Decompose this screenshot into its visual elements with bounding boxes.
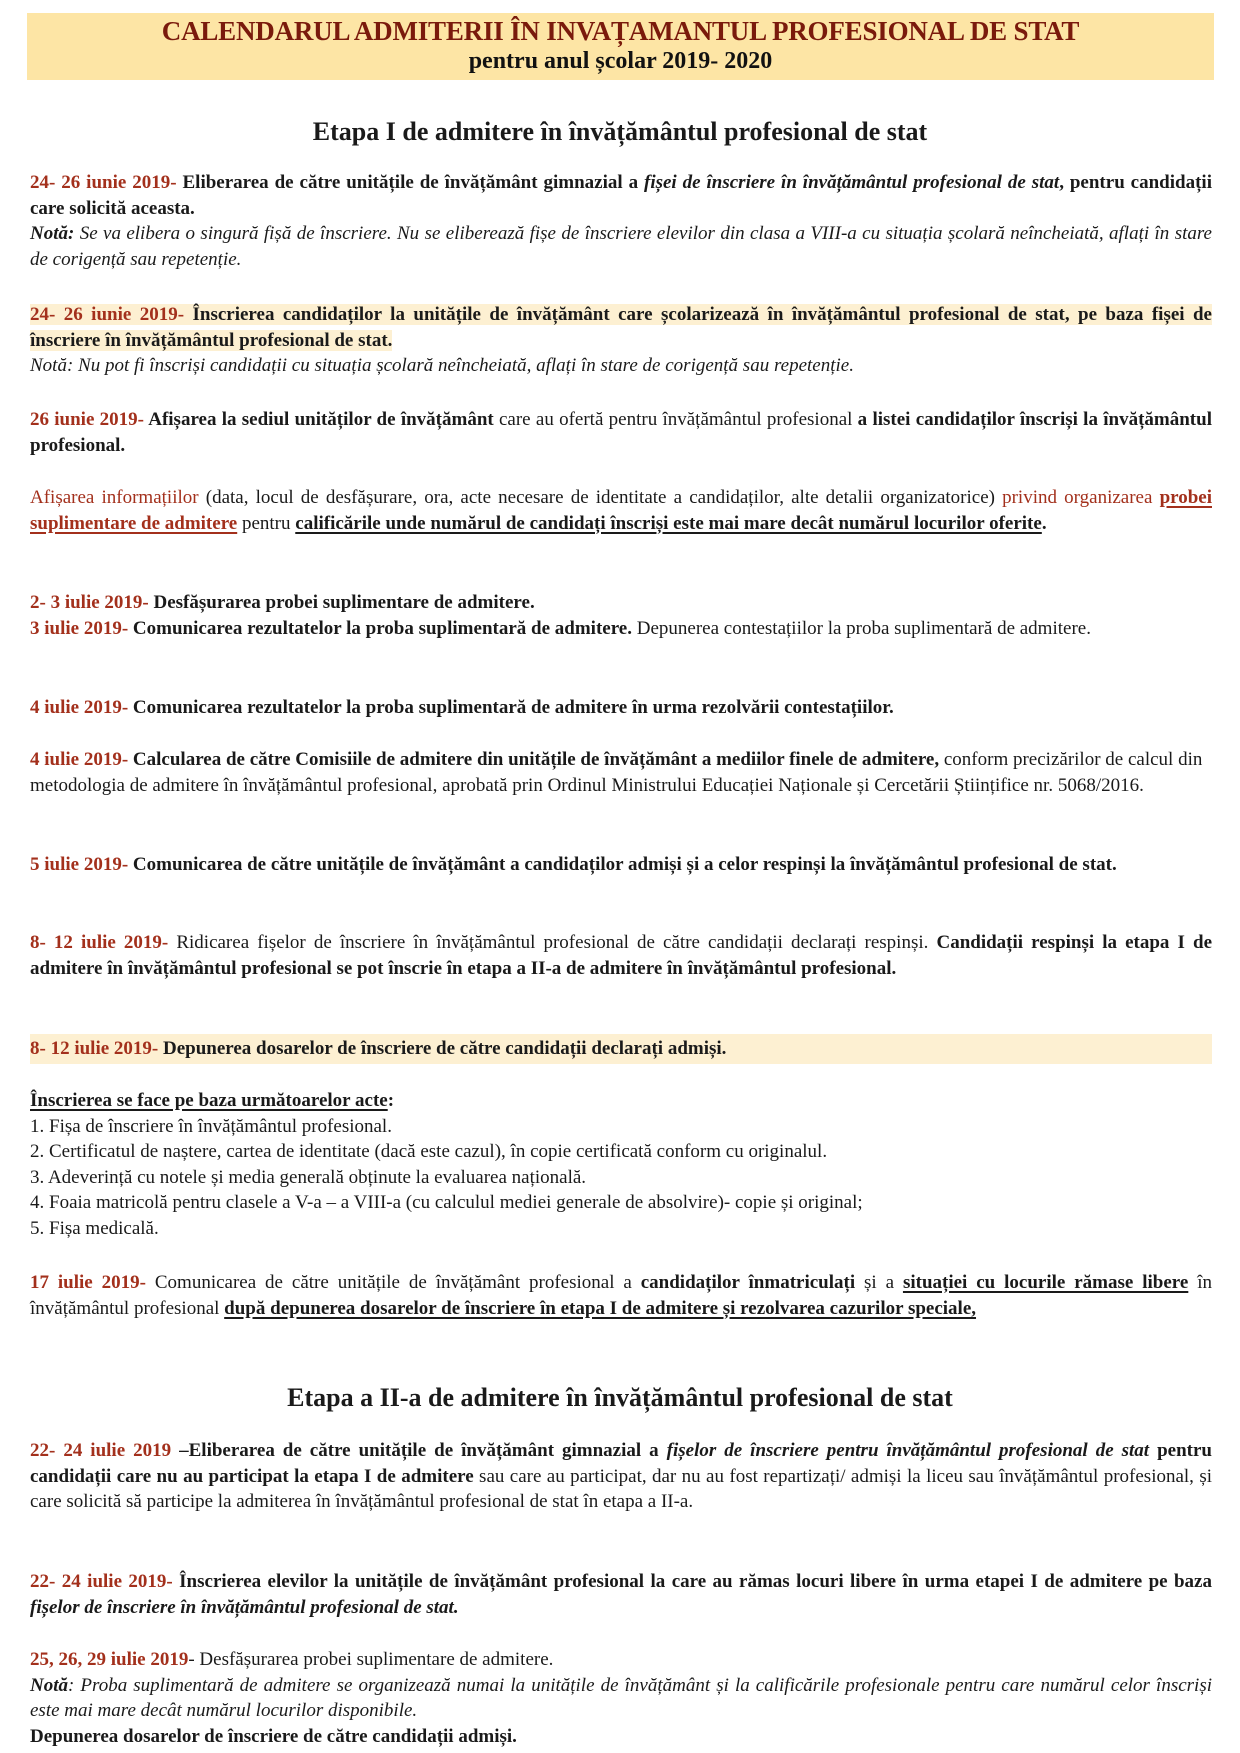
note-label: Notă:: [30, 223, 75, 244]
highlight-band: [30, 304, 1212, 351]
item-date: 17 iulie 2019-: [30, 1272, 146, 1293]
text-segment: în învățământul profesional: [30, 1272, 1212, 1319]
text-segment: și a: [855, 1272, 903, 1293]
text-segment: conform precizărilor de calcul din metodologia de admitere în învățământul profesional, aprobată prin Ordinul Ministrului Educației Naționale și Cercetării Științifice nr. 5068/2016.: [30, 749, 1203, 796]
item-body: [30, 409, 1212, 456]
item-body: [30, 749, 1202, 796]
text-segment: pentru candidații care nu au participat la etapa I de admitere: [30, 1440, 1212, 1487]
stage1-item-2: [30, 407, 1212, 458]
stage2-item-1: [30, 1569, 1212, 1620]
item-body: [30, 172, 1212, 219]
text-segment: calificările unde numărul de candidați înscriși este mai mare decât numărul locurilor oferite: [295, 512, 1042, 534]
text-segment: care au ofertă pentru învățământul profesional: [493, 409, 858, 430]
item-date: 26 iunie 2019-: [30, 409, 144, 430]
note-text: Notă: Nu pot fi înscriși candidații cu situația școlară neîncheiată, aflați în stare de corigență sau repetenție.: [30, 355, 854, 376]
note-text: Se va elibera o singură fișă de înscriere. Nu se eliberează fișe de înscriere elevilor din clasa a VIII-a cu situația școlară neîncheiată, aflați în stare de corigență sau repetenție.: [30, 223, 1212, 270]
text-segment: Comunicarea de către unitățile de învățământ a candidaților admiși și a celor respinși la învățământul profesional de stat.: [128, 854, 1117, 875]
text-segment: Comunicarea rezultatelor la proba suplimentară de admitere în urma rezolvării contestațiilor.: [128, 697, 894, 718]
item-date: 22- 24 iulie 2019: [30, 1440, 172, 1461]
text-segment: Comunicarea de către unitățile de învățământ profesional a: [145, 1272, 641, 1293]
text-segment: Eliberarea de către unitățile de învățământ gimnazial a: [176, 172, 644, 193]
stage2-item-0: [30, 1438, 1212, 1515]
item-date: 3 iulie 2019-: [30, 618, 129, 639]
text-segment: candidaților înmatriculați: [640, 1272, 856, 1293]
text-segment: Ridicarea fișelor de înscriere în învățământul profesional de către candidații declarați respinși.: [168, 932, 937, 953]
text-segment: fișei de înscriere în învățământul profesional de stat: [644, 172, 1060, 193]
item-body: [30, 1272, 1212, 1319]
document-item: 5. Fișa medicală.: [30, 1217, 159, 1239]
item-body: [128, 697, 894, 718]
documents-heading-suffix: :: [387, 1090, 395, 1111]
text-segment: Calcularea de către Comisiile de admitere din unitățile de învățământ a mediilor finele de admitere,: [128, 749, 940, 770]
note-text: : Proba suplimentară de admitere se organizează numai la unitățile de învățământ și la calificările profesionale pentru care numărul celor înscriși este mai mare decât numărul locurilor disponibile.: [30, 1674, 1212, 1721]
item-body: [30, 932, 1212, 979]
text-segment: , pentru candidații care solicită aceasta.: [30, 172, 1212, 219]
text-segment: Depunerea contestațiilor la proba suplimentară de admitere.: [631, 618, 1091, 639]
item-date: 24- 26 iunie 2019-: [30, 304, 185, 325]
stage2-item-2: [30, 1647, 1212, 1749]
text-segment: privind organizarea: [1002, 487, 1160, 508]
item-body: [188, 1649, 553, 1670]
stage1-final-item: [30, 1270, 1212, 1321]
stage1-item-9: [30, 930, 1212, 981]
text-segment: - Desfășurarea probei suplimentare de admitere.: [188, 1649, 554, 1670]
item-body: [30, 1440, 1212, 1512]
item-date: 22- 24 iulie 2019-: [30, 1571, 173, 1592]
title-banner: [27, 13, 1214, 80]
item-body: [158, 1038, 726, 1059]
stage1-item-6: [30, 695, 1212, 721]
item-body: [149, 592, 535, 613]
item-date: 2- 3 iulie 2019-: [30, 592, 149, 613]
text-segment: fișelor de înscriere în învățământul profesional de stat.: [30, 1596, 459, 1618]
item-date: 4 iulie 2019-: [30, 697, 129, 718]
item-date: 8- 12 iulie 2019-: [30, 1038, 159, 1059]
documents-section: [30, 1088, 1212, 1241]
text-segment: Depunerea dosarelor de înscriere de către candidații declarați admiși.: [158, 1038, 727, 1059]
stage1-item-1: [30, 302, 1212, 379]
stage1-item-3: [30, 485, 1212, 536]
item-date: 25, 26, 29 iulie 2019: [30, 1649, 189, 1670]
stage1-item-4: [30, 590, 1212, 616]
text-segment: Înscrierea elevilor la unitățile de învățământ profesional la care au rămas locuri libere în urma etapei I de admitere pe baza: [172, 1571, 1212, 1592]
after-text: Depunerea dosarelor de înscriere de către candidații admiși.: [30, 1725, 517, 1747]
documents-heading: Înscrierea se face pe baza următoarelor acte: [30, 1090, 388, 1111]
text-segment: sau care au participat, dar nu au fost repartizați/ admiși la liceu sau învățământul profesional, și care solicită să participe la admiterea în învățământul profesional de stat în etapa a II-a.: [30, 1465, 1212, 1512]
note-label: Notă: [30, 1674, 68, 1696]
stage1-item-5: [30, 616, 1212, 642]
item-date: 8- 12 iulie 2019-: [30, 932, 169, 953]
text-segment: Afișarea la sediul unităților de învățământ: [144, 409, 494, 430]
text-segment: după depunerea dosarelor de înscriere în etapa I de admitere și rezolvarea cazurilor speciale,: [224, 1297, 977, 1319]
text-segment: Desfășurarea probei suplimentare de admitere.: [148, 592, 535, 613]
text-segment: pentru: [237, 512, 296, 534]
text-segment: Înscrierea candidaților la unitățile de învățământ care școlarizează în învățământul profesional de stat, pe baza fișei de înscriere în învățământul profesional de stat.: [30, 304, 1212, 351]
stage2-heading: Etapa a II-a de admitere în învățământul profesional de stat: [287, 1383, 953, 1412]
stage1-item-7: [30, 747, 1212, 798]
stage1-item-8: [30, 852, 1212, 878]
item-date: 5 iulie 2019-: [30, 854, 129, 875]
text-segment: a listei candidaților înscriși la învățământul profesional.: [30, 409, 1212, 456]
document-item: 2. Certificatul de naștere, cartea de identitate (dacă este cazul), în copie certificată conform cu originalul.: [30, 1141, 828, 1162]
stage1-heading: Etapa I de admitere în învățământul profesional de stat: [312, 117, 928, 146]
text-segment: –Eliberarea de către unitățile de învățământ gimnazial a: [171, 1440, 667, 1461]
text-segment: Candidații respinși la etapa I de admitere în învățământul profesional se pot înscrie în etapa a II-a de admitere în învățământul profesional.: [30, 932, 1212, 979]
item-body: [128, 618, 1091, 639]
text-segment: Comunicarea rezultatelor la proba suplimentară de admitere.: [128, 618, 632, 639]
text-segment: (data, locul de desfășurare, ora, acte necesare de identitate a candidaților, alte detalii organizatorice): [198, 487, 1003, 508]
document-title: CALENDARUL ADMITERII ÎN INVAȚAMANTUL PROFESIONAL DE STAT: [161, 16, 1080, 46]
item-body: [30, 304, 1212, 351]
stage1-item-0: [30, 170, 1212, 272]
item-body: [30, 487, 1212, 534]
text-segment: Afișarea informațiilor: [30, 487, 199, 508]
text-segment: .: [1041, 512, 1047, 534]
stage1-item-10: [30, 1034, 1212, 1064]
item-date: 24- 26 iunie 2019-: [30, 172, 177, 193]
document-item: 1. Fișa de înscriere în învățământul profesional.: [30, 1115, 392, 1137]
text-segment: fișelor de înscriere pentru învățământul profesional de stat: [666, 1440, 1150, 1461]
text-segment: situației cu locurile rămase libere: [902, 1272, 1189, 1293]
item-body: [30, 1571, 1212, 1618]
item-date: 4 iulie 2019-: [30, 749, 129, 770]
text-segment: probei suplimentare de admitere: [30, 487, 1212, 534]
document-item: 3. Adeverință cu notele și media generală obținute la evaluarea națională.: [30, 1166, 587, 1188]
document-item: 4. Foaia matricolă pentru clasele a V-a – a VIII-a (cu calculul mediei generale de absolvire)- copie și original;: [30, 1192, 863, 1213]
item-body: [128, 854, 1117, 875]
document-subtitle: pentru anul școlar 2019- 2020: [468, 48, 773, 74]
